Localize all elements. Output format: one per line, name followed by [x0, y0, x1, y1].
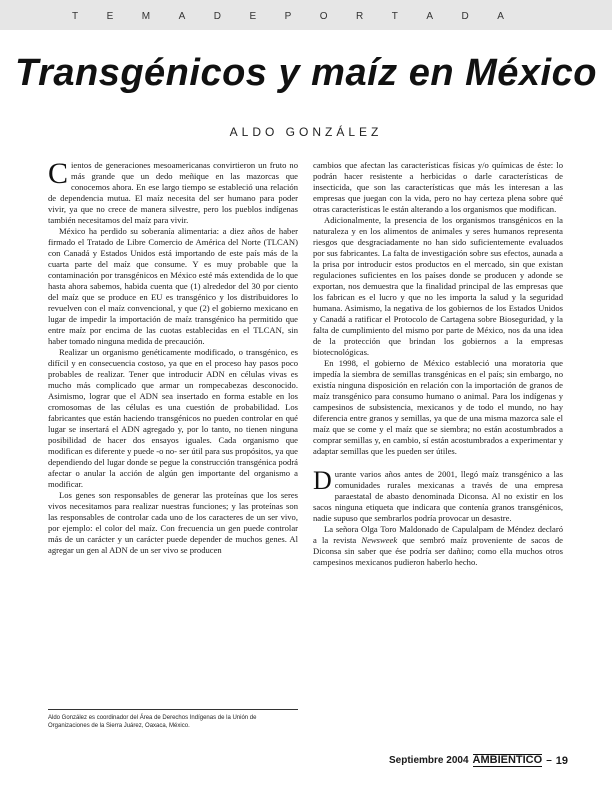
page-footer: [389, 754, 568, 767]
magazine-logo: AMBIENTICO: [472, 754, 543, 766]
page-number: 19: [555, 754, 568, 767]
body-paragraph: Los genes son responsables de generar las proteínas que los seres vivos necesitamos para realizar nuestras funciones; y las proteínas son las responsables de controlar cada uno de los caracteres de un ser vivo, por ejemplo: el color del maíz. Con frecuencia un gen puede controlar más de un carácter y un carácter puede depender de muchos genes. Al agregar un gen al ADN de un ser vivo se producen: [48, 490, 298, 555]
drop-cap: C: [48, 157, 69, 190]
left-column: [48, 157, 298, 556]
body-paragraph: Cientos de generaciones mesoamericanas convirtieron un fruto no más grande que un dedo meñique en las mazorcas que conocemos ahora. En ese largo tiempo se estableció una relación de dependencia mutua. El maíz necesita del ser humano para poder vivir, ya que no crece de manera silvestre, pero los pueblos indígenas también necesitamos del maíz para vivir.: [48, 157, 298, 225]
section-letter: E: [249, 11, 257, 22]
section-letter: A: [497, 11, 504, 22]
footnote-divider: [48, 709, 298, 710]
section-banner: [0, 0, 612, 30]
section-letter: O: [319, 11, 328, 22]
section-letter: T: [391, 11, 398, 22]
section-letter: A: [426, 11, 434, 22]
section-letter: R: [356, 11, 364, 22]
drop-cap: D: [313, 466, 332, 495]
body-paragraph: La señora Olga Toro Maldonado de Capulalpam de Méndez declaró a la revista Newsweek que sembró maíz proveniente de sacos de Diconsa sin saber que ése podría ser dañino; como ella muchos otros campesinos mexicanos pudieron haberlo hecho.: [313, 524, 563, 567]
body-paragraph: Durante varios años antes de 2001, llegó maíz transgénico a las comunidades rurales mexicanas a través de una empresa paraestatal de abasto denominada Diconsa. Al no existir en los sacos ninguna etiqueta que indicara que contenía granos transgénicos, nadie supuso que sembrarlos podría provocar un desastre.: [313, 466, 563, 523]
right-column: [313, 160, 563, 568]
author-footnote: Aldo González es coordinador del Área de Derechos Indígenas de la Unión de Organizaciones de la Sierra Juárez, Oaxaca, México.: [48, 715, 257, 729]
section-letter: M: [141, 11, 151, 22]
section-letter: A: [178, 11, 186, 22]
section-letter: D: [461, 11, 469, 22]
section-letter: E: [106, 11, 114, 22]
section-label: [72, 11, 504, 22]
issue-date: Septiembre 2004: [389, 755, 469, 766]
section-letter: P: [284, 11, 292, 22]
body-paragraph: México ha perdido su soberanía alimentaria: a diez años de haber firmado el Tratado de Libre Comercio de América del Norte (TLCAN) con Canadá y Estados Unidos está importando de este país más de la cuarta parte del maíz que consume. Y es muy probable que la contaminación por transgénicos en México esté más extendida de lo que hasta ahora sabemos, habida cuenta que (1) alrededor del 30 por ciento del maíz que se produce en EU es transgénico y los distribuidores lo revuelven con el maíz convencional, y que (2) el gobierno mexicano en lugar de impedir la importación de maíz transgénico ha permitido que entre maíz por encima de las cuotas establecidas en el TLCAN, sin haber tomado ninguna medida de precaución.: [48, 226, 298, 346]
section-letter: T: [72, 11, 79, 22]
section-letter: D: [213, 11, 221, 22]
body-paragraph: cambios que afectan las características físicas y/o químicas de éste: lo podrán hacer resistente a herbicidas o darle características de insecticida, que son las características que más les interesan a las empresas que juegan con la vida, pero no hay certeza plena sobre qué otras características le están alterando a los organismos que modifican.: [313, 160, 563, 214]
body-paragraph: Adicionalmente, la presencia de los organismos transgénicos en la naturaleza y en los alimentos de animales y seres humanos representa riesgos que desgraciadamente no han sido suficientemente evaluados por sus fabricantes. La falta de investigación sobre sus efectos, aunada a la prisa por introducir estos productos en el mercado, sin que existan regulaciones suficientes en los países donde se producen y adonde se exportan, nos demuestra que la finalidad principal de las empresas que los fabrican es el lucro y que no les importa la salud y la seguridad humana. Asimismo, la negativa de los gobiernos de los Estados Unidos y Canadá a ratificar el Protocolo de Cartagena sobre Bioseguridad, y la falta de cumplimiento del mismo por parte de México, nos da una idea de la protección que brindan los gobiernos a la empresas biotecnológicas.: [313, 215, 563, 357]
magazine-name: Newsweek: [361, 535, 398, 545]
body-paragraph: En 1998, el gobierno de México estableció una moratoria que impedía la siembra de semillas transgénicas en el país; sin embargo, no existía ninguna disposición en relación con la importación de granos de maíz transgénico para consumo humano o animal. Para los indígenas y campesinos de subsistencia, mexicanos y de todo el mundo, no hay diferencia entre granos y semillas, ya que de una misma mazorca sale el maíz que se come y el maíz que se siembra; no están acostumbrados a comprar semillas y, en cambio, sí están acostumbrados a experimentar y adaptar semillas que les pueden ser útiles.: [313, 358, 563, 456]
article-author: ALDO GONZÁLEZ: [229, 125, 383, 139]
body-paragraph: Realizar un organismo genéticamente modificado, o transgénico, es difícil y en consecuencia costoso, ya que en el proceso hay pasos poco probables de realizar. Tener que introducir ADN en células vivas es mucho más complicado que armar un rompecabezas desconocido. Asimismo, lograr que el ADN sea insertado en forma estable en los cromosomas de las células es una cuestión de probabilidad. Los fabricantes que están haciendo transgénicos no pueden controlar en qué lugar se insertará el ADN agregado y, por lo tanto, no tienen ninguna posibilidad de hacer dos ensayos iguales. Cada organismo que modifican es diferente y puede -o no- ser útil para sus propósitos, ya que dependiendo del lugar donde se pegue la construcción transgénica podrá afectar o anular la acción de algún gen importante del organismo a modificar.: [48, 347, 298, 489]
article-title: Transgénicos y maíz en México: [15, 52, 597, 94]
folio-dash: –: [546, 755, 552, 766]
